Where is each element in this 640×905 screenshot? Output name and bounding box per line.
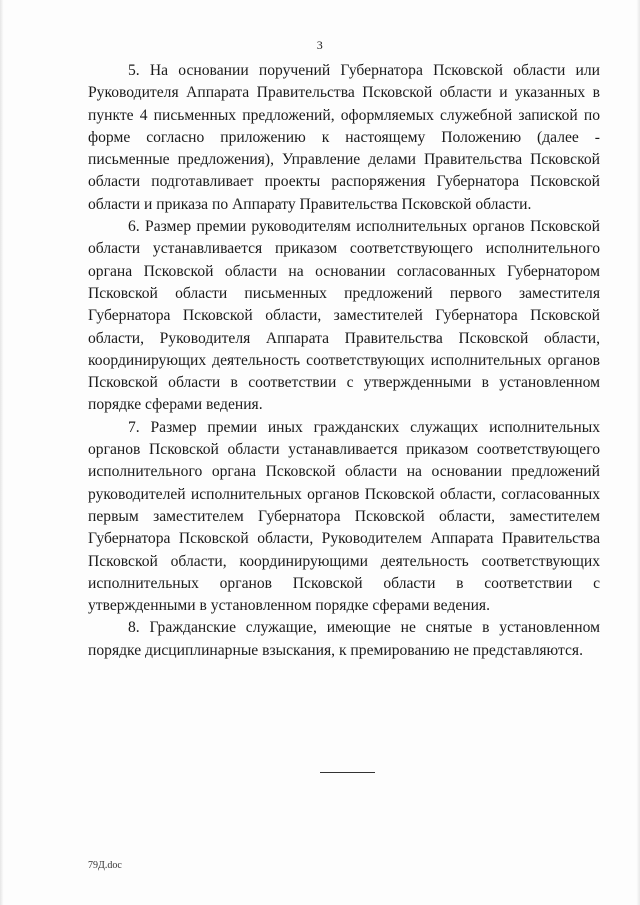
footer-file-name: 79Д.doc (88, 860, 122, 871)
end-separator-line (320, 772, 375, 773)
paragraph-8: 8. Гражданские служащие, имеющие не снятые в установленном порядке дисциплинарные взыскания, к премированию не представляются. (88, 619, 600, 659)
scan-edge-left (0, 0, 4, 905)
paragraph-6: 6. Размер премии руководителям исполнительных органов Псковской области устанавливается приказом соответствующего исполнительного органа Псковской области на основании согласованных Губернатором Псковской области письменных предложений первого заместителя Губернатора Псковской области, заместителей Губернатора Псковской области, Руководителя Аппарата Правительства Псковской области, координирующих деятельность соответствующих исполнительных органов Псковской области в соответствии с утвержденными в установленном порядке сферами ведения. (88, 218, 600, 414)
paragraph-7: 7. Размер премии иных гражданских служащих исполнительных органов Псковской области устанавливается приказом соответствующего исполнительного органа Псковской области на основании предложений руководителей исполнительных органов Псковской области, согласованных первым заместителем Губернатора Псковской области, заместителем Губернатора Псковской области, Руководителем Аппарата Правительства Псковской области, координирующими деятельность соответствующих исполнительных органов Псковской области в соответствии с утвержденными в установленном порядке сферами ведения. (88, 418, 600, 615)
scan-edge-right (636, 0, 640, 905)
page-number: 3 (316, 38, 324, 52)
paragraph-5: 5. На основании поручений Губернатора Псковской области или Руководителя Аппарата Правительства Псковской области и указанных в пункте 4 письменных предложений, оформляемых служебной запиской по форме согласно приложению к настоящему Положению (далее - письменные предложения), Управление делами Правительства Псковской области подготавливает проекты распоряжения Губернатора Псковской области и приказа по Аппарату Правительства Псковской области. (88, 62, 600, 213)
document-body (88, 60, 600, 662)
